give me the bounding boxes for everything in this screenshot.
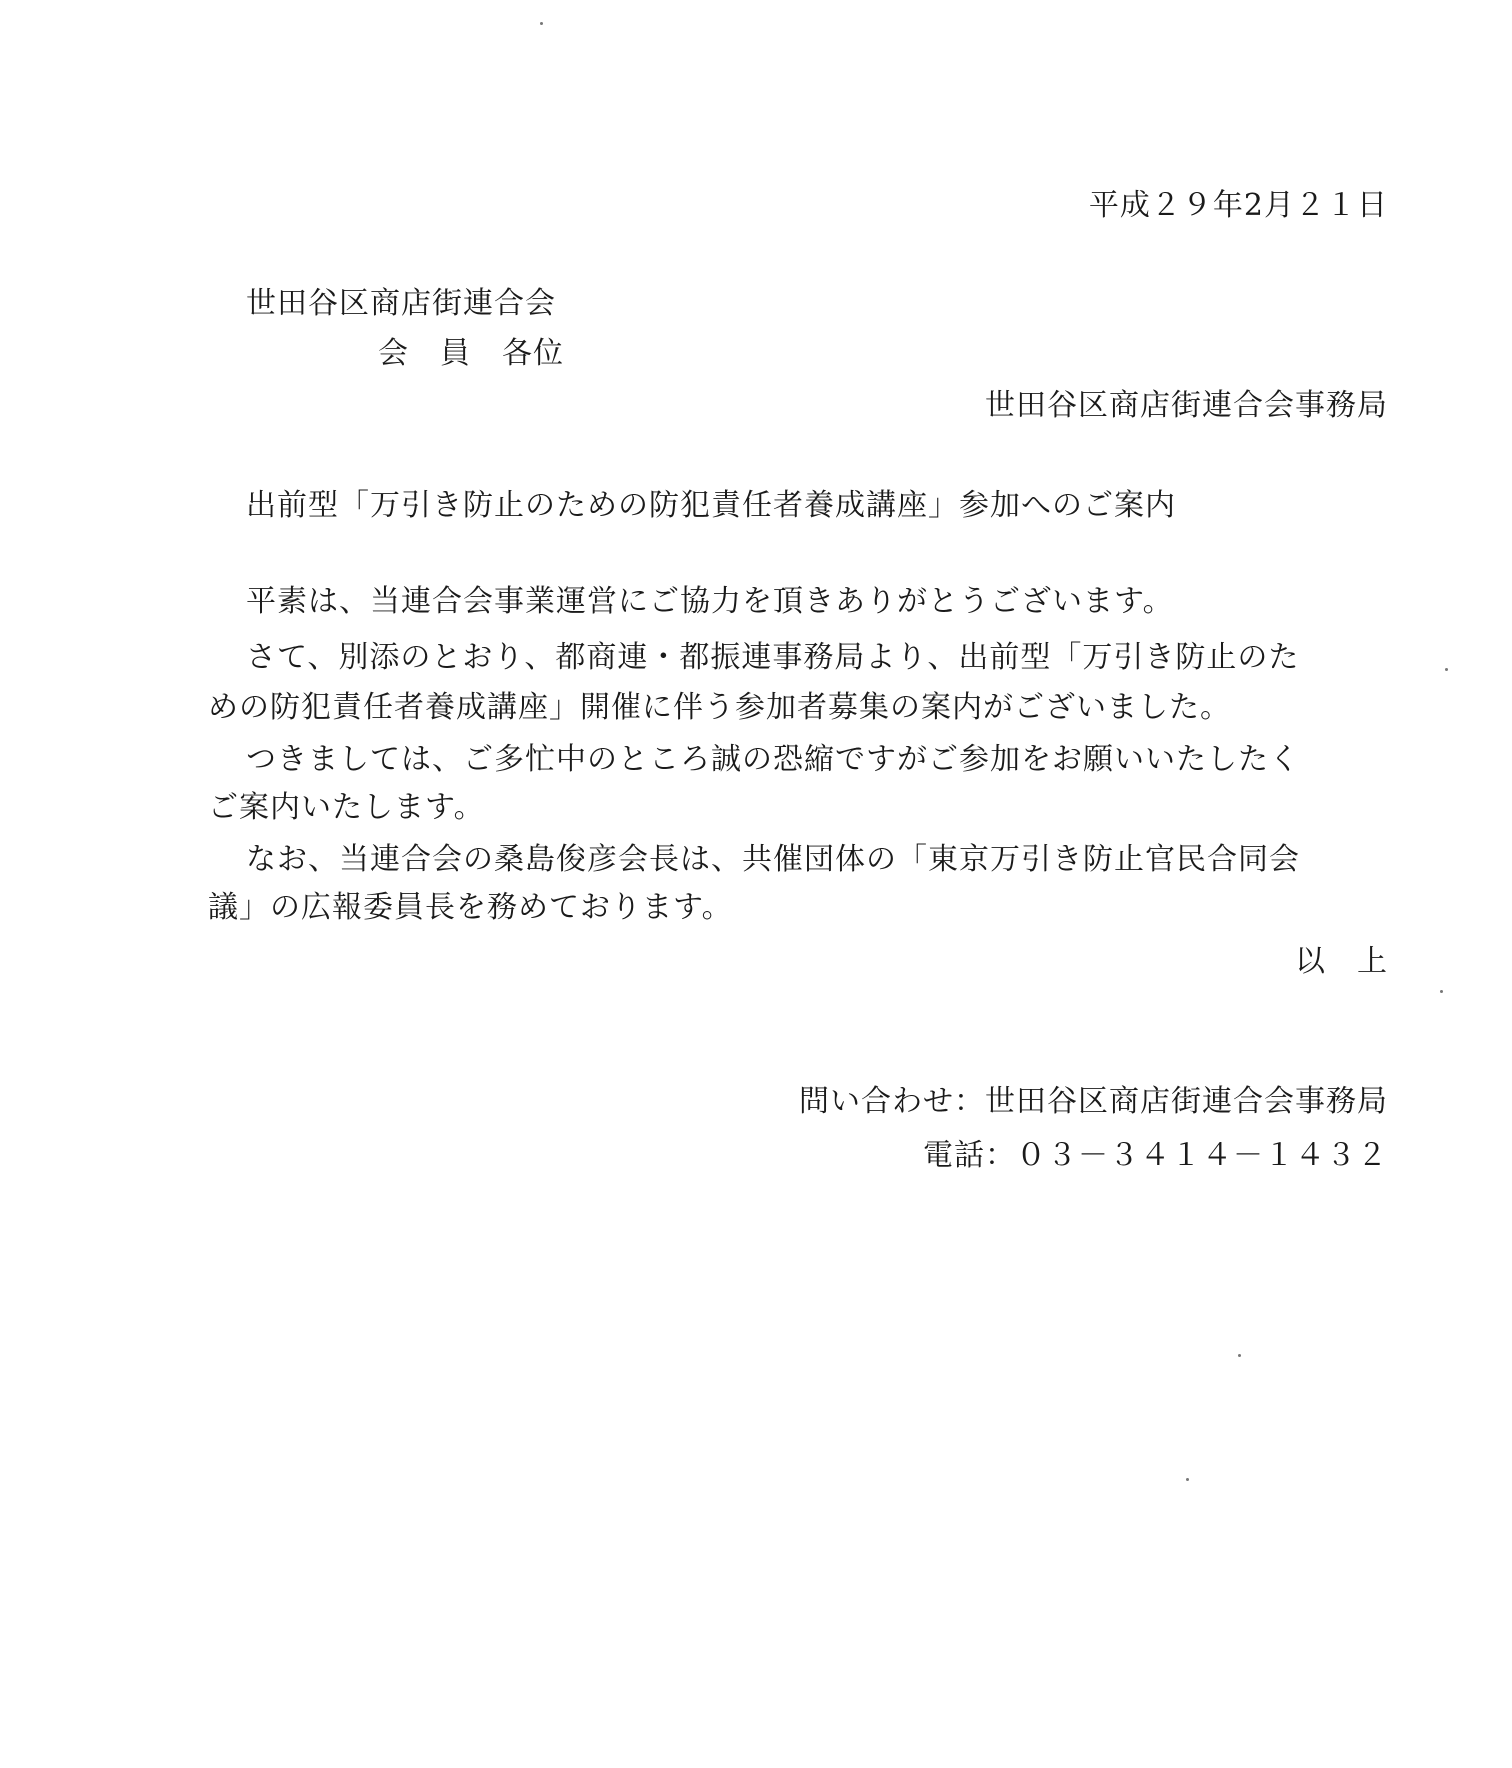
addressee-organization: 世田谷区商店街連合会	[246, 286, 556, 321]
addressee-members: 会 員 各位	[378, 336, 564, 371]
body-paragraph-line: 議」の広報委員長を務めております。	[208, 890, 733, 925]
body-paragraph-line: 平素は、当連合会事業運営にご協力を頂きありがとうございます。	[246, 584, 1174, 619]
scan-speck	[540, 22, 543, 25]
sender-organization: 世田谷区商店街連合会事務局	[985, 388, 1388, 423]
body-paragraph-line: さて、別添のとおり、都商連・都振連事務局より、出前型「万引き防止のた	[246, 640, 1300, 675]
document-subject: 出前型「万引き防止のための防犯責任者養成講座」参加へのご案内	[246, 488, 1176, 523]
document-date: 平成２９年2月２１日	[1088, 188, 1388, 223]
closing-remark: 以 上	[1295, 944, 1388, 979]
body-paragraph-line: めの防犯責任者養成講座」開催に伴う参加者募集の案内がございました。	[208, 690, 1231, 725]
contact-phone: 電話：０３－３４１４－１４３２	[923, 1138, 1388, 1173]
scan-speck	[1186, 1478, 1189, 1481]
scan-speck	[1445, 668, 1448, 671]
contact-inquiry: 問い合わせ：世田谷区商店街連合会事務局	[799, 1084, 1388, 1119]
scan-speck	[1238, 1354, 1241, 1357]
body-paragraph-line: なお、当連合会の桑島俊彦会長は、共催団体の「東京万引き防止官民合同会	[246, 842, 1300, 877]
body-paragraph-line: ご案内いたします。	[208, 790, 485, 825]
body-paragraph-line: つきましては、ご多忙中のところ誠の恐縮ですがご参加をお願いいたしたく	[246, 742, 1300, 777]
scan-speck	[1440, 990, 1443, 993]
